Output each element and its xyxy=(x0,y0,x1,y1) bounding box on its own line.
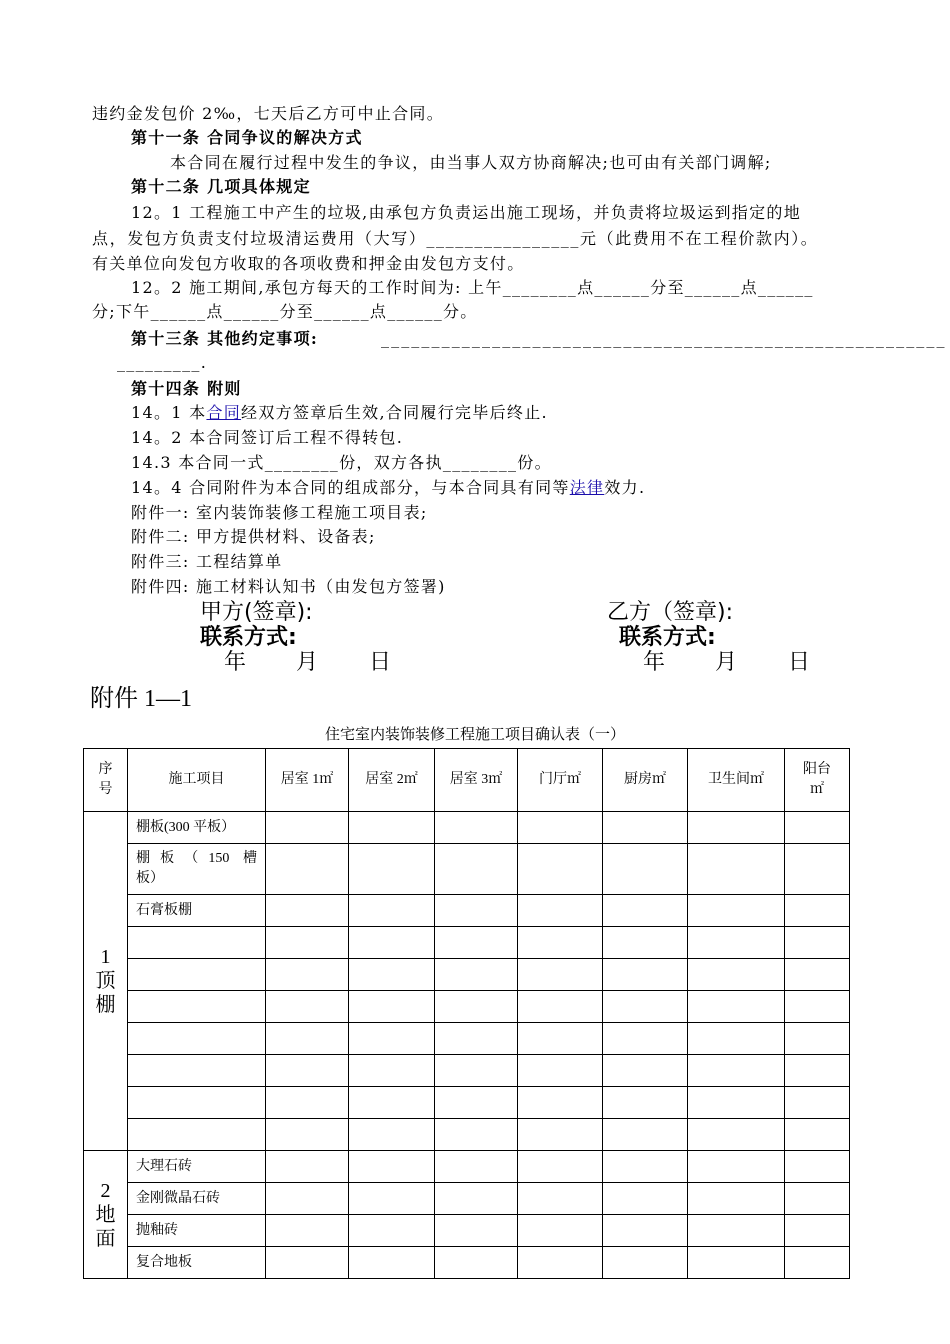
party-b-date-year: 年 xyxy=(643,650,666,675)
attachment-item: 附件一: 室内装饰装修工程施工项目表; xyxy=(131,503,428,522)
item-cell: 复合地板 xyxy=(128,1247,266,1279)
attachment-item: 附件三: 工程结算单 xyxy=(131,552,283,571)
attachment-title: 附件 1—1 xyxy=(90,686,192,712)
table-header-row xyxy=(84,749,850,812)
item-cell: 棚板（150 槽 板） xyxy=(128,844,266,895)
header-item: 施工项目 xyxy=(128,749,266,812)
table-row xyxy=(84,895,850,927)
table-row xyxy=(84,1183,850,1215)
table-row xyxy=(84,959,850,991)
party-a-date-month: 月 xyxy=(296,650,319,675)
item-cell: 石膏板棚 xyxy=(128,895,266,927)
article-14-3: 14.3 本合同一式________份，双方各执________份。 xyxy=(131,453,552,472)
article-14-title: 第十四条 附则 xyxy=(131,379,242,398)
table-row xyxy=(84,1151,850,1183)
article-12-2-line2: 分;下午______点______分至______点______分。 xyxy=(92,302,478,321)
table-row xyxy=(84,1087,850,1119)
group-ceiling-label: 1 顶 棚 xyxy=(84,812,128,1151)
article-13-title: 第十三条 其他约定事项: xyxy=(131,329,319,348)
party-b-date-month: 月 xyxy=(715,650,738,675)
item-cell: 大理石砖 xyxy=(128,1151,266,1183)
table-row xyxy=(84,927,850,959)
table-title: 住宅室内装饰装修工程施工项目确认表（一） xyxy=(324,727,625,743)
header-room3: 居室 3㎡ xyxy=(435,749,518,812)
header-balcony: 阳台 ㎡ xyxy=(785,749,850,812)
table-row xyxy=(84,1023,850,1055)
table-row xyxy=(84,1055,850,1087)
table-row xyxy=(84,1215,850,1247)
party-b-contact: 联系方式: xyxy=(619,625,716,650)
article-14-1: 14。1 本合同经双方签章后生效,合同履行完毕后终止. xyxy=(131,403,548,422)
party-a-seal: 甲方(签章): xyxy=(200,600,313,625)
article-13-blank: ________________________________________________________ xyxy=(381,329,947,348)
article-12-1-line3: 有关单位向发包方收取的各项收费和押金由发包方支付。 xyxy=(92,254,525,273)
party-b-seal: 乙方（签章): xyxy=(607,600,733,625)
article-11-text: 本合同在履行过程中发生的争议，由当事人双方协商解决;也可由有关部门调解; xyxy=(170,153,772,172)
header-seq: 序 号 xyxy=(84,749,128,812)
group-floor-label: 2 地 面 xyxy=(84,1151,128,1279)
article-11-title: 第十一条 合同争议的解决方式 xyxy=(131,128,363,147)
party-b-date-day: 日 xyxy=(788,650,811,675)
table-row xyxy=(84,1119,850,1151)
item-cell: 棚板(300 平板） xyxy=(128,812,266,844)
article-12-1-line1: 12。1 工程施工中产生的垃圾,由承包方负责运出施工现场，并负责将垃圾运到指定的地 xyxy=(131,203,802,222)
law-link[interactable]: 法律 xyxy=(569,478,605,497)
table-row xyxy=(84,1247,850,1279)
article-14-4: 14。4 合同附件为本合同的组成部分，与本合同具有同等法律效力. xyxy=(131,478,646,497)
article-13-blank-end: _________. xyxy=(117,353,208,372)
header-bathroom: 卫生间㎡ xyxy=(688,749,785,812)
header-room2: 居室 2㎡ xyxy=(349,749,435,812)
article-12-1-line2: 点，发包方负责支付垃圾清运费用（大写）________________元（此费用不在工程价款内）。 xyxy=(92,229,819,248)
table-row xyxy=(84,844,850,895)
article-12-2-line1: 12。2 施工期间,承包方每天的工作时间为: 上午________点______分至______点______ xyxy=(131,278,814,297)
header-kitchen: 厨房㎡ xyxy=(603,749,688,812)
party-a-contact: 联系方式: xyxy=(200,625,297,650)
penalty-clause: 违约金发包价 2‰，七天后乙方可中止合同。 xyxy=(92,104,445,123)
header-room1: 居室 1㎡ xyxy=(266,749,349,812)
project-confirmation-table xyxy=(83,748,850,1279)
article-12-title: 第十二条 几项具体规定 xyxy=(131,177,311,196)
item-cell: 金刚微晶石砖 xyxy=(128,1183,266,1215)
attachment-item: 附件二: 甲方提供材料、设备表; xyxy=(131,527,376,546)
table-row xyxy=(84,991,850,1023)
table-row xyxy=(84,812,850,844)
party-a-date-day: 日 xyxy=(369,650,392,675)
header-hall: 门厅㎡ xyxy=(518,749,603,812)
contract-link[interactable]: 合同 xyxy=(206,403,242,422)
attachment-item: 附件四: 施工材料认知书（由发包方签署) xyxy=(131,577,446,596)
party-a-date-year: 年 xyxy=(224,650,247,675)
article-14-2: 14。2 本合同签订后工程不得转包. xyxy=(131,428,404,447)
item-cell: 抛釉砖 xyxy=(128,1215,266,1247)
